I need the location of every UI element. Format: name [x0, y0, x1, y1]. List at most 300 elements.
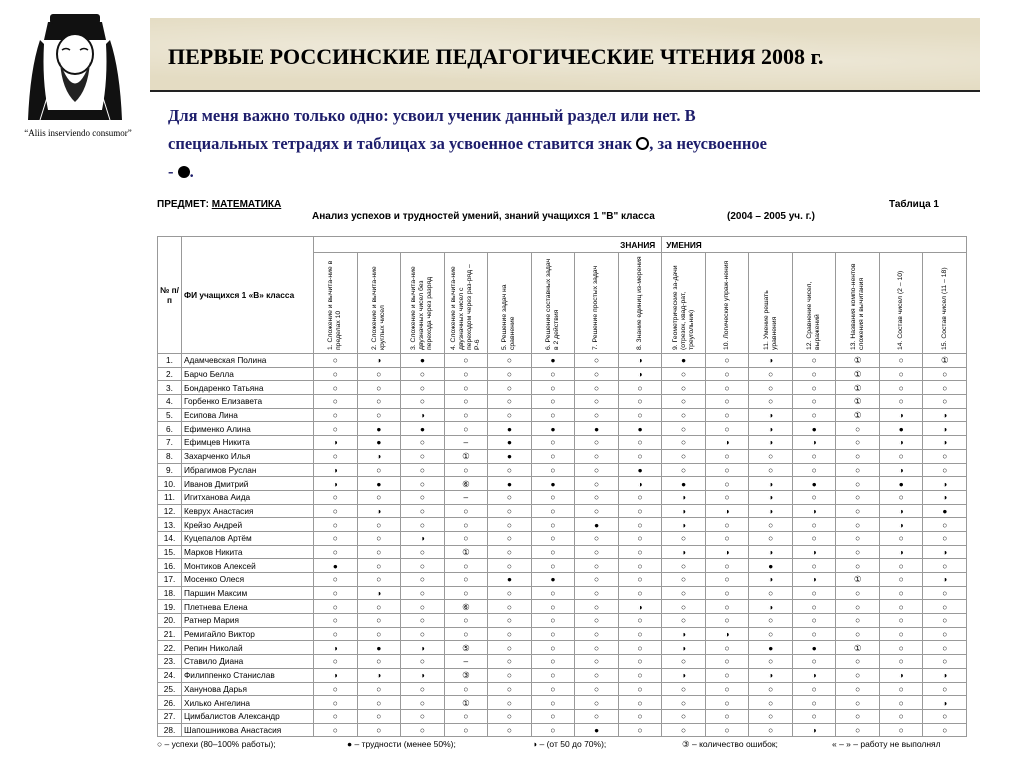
mark-cell: ● — [531, 477, 575, 491]
mark-cell: ○ — [444, 354, 488, 368]
mark-cell: – — [444, 436, 488, 450]
mark-cell: ◑ — [314, 463, 358, 477]
skill-header-13 — [836, 253, 880, 354]
mark-cell: ◑ — [879, 668, 923, 682]
col-num-header: № п/п — [158, 237, 182, 354]
mark-cell: ○ — [401, 682, 445, 696]
mark-cell: ○ — [357, 367, 401, 381]
mark-cell: ◑ — [879, 545, 923, 559]
mark-cell: ○ — [705, 668, 749, 682]
mark-cell: ○ — [444, 381, 488, 395]
student-name: Игитханова Аида — [182, 490, 314, 504]
legend-success: ○ – успехи (80–100% работы); — [157, 739, 276, 749]
mark-cell: ○ — [923, 449, 967, 463]
subject-line: ПРЕДМЕТ: МАТЕМАТИКА — [157, 199, 282, 210]
mark-cell: ○ — [923, 559, 967, 573]
mark-cell: ○ — [444, 586, 488, 600]
mark-cell: ● — [488, 573, 532, 587]
row-number: 27. — [158, 709, 182, 723]
mark-cell: ◑ — [923, 573, 967, 587]
mark-cell: ● — [357, 422, 401, 436]
mark-cell: ○ — [792, 600, 836, 614]
mark-cell: ○ — [879, 381, 923, 395]
mark-cell: ○ — [836, 531, 880, 545]
mark-cell: ○ — [749, 449, 793, 463]
mark-cell: ○ — [836, 463, 880, 477]
mark-cell: ○ — [879, 586, 923, 600]
mark-cell: ○ — [705, 655, 749, 669]
row-number: 9. — [158, 463, 182, 477]
mark-cell: ○ — [923, 586, 967, 600]
mark-cell: ○ — [879, 696, 923, 710]
row-number: 16. — [158, 559, 182, 573]
mark-cell: ○ — [531, 723, 575, 737]
table-row — [158, 381, 967, 395]
mark-cell: ○ — [314, 504, 358, 518]
mark-cell: ○ — [531, 531, 575, 545]
mark-cell: ○ — [618, 614, 662, 628]
mark-cell: ○ — [923, 723, 967, 737]
mark-cell: ○ — [575, 696, 619, 710]
mark-cell: ○ — [444, 367, 488, 381]
table-row — [158, 354, 967, 368]
mark-cell: ○ — [792, 381, 836, 395]
mark-cell: ○ — [488, 531, 532, 545]
mark-cell: ○ — [662, 655, 706, 669]
page-title: ПЕРВЫЕ РОССИНСКИЕ ПЕДАГОГИЧЕСКИЕ ЧТЕНИЯ 2008 г. — [168, 44, 824, 69]
row-number: 11. — [158, 490, 182, 504]
mark-cell: ○ — [575, 709, 619, 723]
dot-icon — [178, 166, 190, 178]
mark-cell: ○ — [401, 573, 445, 587]
student-name: Бондаренко Татьяна — [182, 381, 314, 395]
mark-cell: ○ — [575, 545, 619, 559]
mark-cell: ○ — [575, 531, 619, 545]
skill-header-14 — [879, 253, 923, 354]
mark-cell: ○ — [705, 586, 749, 600]
mark-cell: ○ — [401, 477, 445, 491]
student-name: Ибрагимов Руслан — [182, 463, 314, 477]
category-row — [158, 237, 967, 253]
intro-line-2: специальных тетрадях и таблицах за усвоенное ставится знак , за неусвоенное — [168, 134, 767, 153]
mark-cell: ○ — [618, 627, 662, 641]
student-name: Адамчевская Полина — [182, 354, 314, 368]
mark-cell: ◑ — [662, 504, 706, 518]
mark-cell: ○ — [705, 422, 749, 436]
school-year: (2004 – 2005 уч. г.) — [727, 211, 815, 222]
mark-cell: ○ — [531, 559, 575, 573]
mark-cell: ○ — [357, 463, 401, 477]
skill-label: 13. Названия компо-нентов сложения и вычитания — [849, 263, 865, 350]
row-number: 8. — [158, 449, 182, 463]
mark-cell: ○ — [314, 381, 358, 395]
row-number: 28. — [158, 723, 182, 737]
mark-cell: ○ — [618, 518, 662, 532]
mark-cell: ○ — [401, 586, 445, 600]
mark-cell: ○ — [488, 367, 532, 381]
table-row — [158, 518, 967, 532]
intro-text — [168, 102, 968, 186]
mark-cell: ○ — [923, 614, 967, 628]
mark-cell: ◑ — [923, 545, 967, 559]
mark-cell: ○ — [662, 436, 706, 450]
table-row — [158, 395, 967, 409]
mark-cell: ○ — [836, 559, 880, 573]
mark-cell: ◑ — [879, 504, 923, 518]
mark-cell: ○ — [923, 463, 967, 477]
mark-cell: ○ — [575, 504, 619, 518]
mark-cell: ○ — [879, 354, 923, 368]
mark-cell: ○ — [401, 367, 445, 381]
mark-cell: ◑ — [357, 504, 401, 518]
mark-cell: ○ — [531, 682, 575, 696]
mark-cell: ○ — [444, 408, 488, 422]
mark-cell: ◑ — [357, 586, 401, 600]
legend-partial: ◑ – (от 50 до 70%); — [532, 739, 607, 749]
mark-cell: ○ — [749, 381, 793, 395]
mark-cell: ① — [836, 381, 880, 395]
portrait-engraving — [10, 10, 140, 128]
mark-cell: ○ — [662, 381, 706, 395]
mark-cell: ○ — [357, 381, 401, 395]
mark-cell: ○ — [401, 381, 445, 395]
skill-label: 4. Сложение и вычита-ние двузначных чисел с переходом через раз-ряд – Р-6 — [449, 264, 481, 350]
mark-cell: ○ — [401, 545, 445, 559]
mark-cell: ○ — [444, 573, 488, 587]
mark-cell: ○ — [531, 668, 575, 682]
mark-cell: ○ — [662, 600, 706, 614]
mark-cell: ◑ — [749, 545, 793, 559]
table-row — [158, 641, 967, 655]
mark-cell: ○ — [314, 709, 358, 723]
mark-cell: ○ — [357, 408, 401, 422]
table-row — [158, 531, 967, 545]
mark-cell: ◑ — [662, 490, 706, 504]
mark-cell: ○ — [401, 627, 445, 641]
mark-cell: ○ — [401, 449, 445, 463]
mark-cell: ○ — [401, 518, 445, 532]
mark-cell: – — [444, 490, 488, 504]
mark-cell: ○ — [314, 723, 358, 737]
mark-cell: ○ — [923, 381, 967, 395]
mark-cell: ◑ — [705, 436, 749, 450]
mark-cell: ○ — [792, 682, 836, 696]
row-number: 5. — [158, 408, 182, 422]
mark-cell: ○ — [357, 531, 401, 545]
skill-label: 6. Решение составных задач в 2 действия — [544, 258, 560, 350]
skill-label: 3. Сложение и вычита-ние двузначных чисел без перехода через разряд — [410, 266, 434, 350]
mark-cell: ○ — [575, 559, 619, 573]
mark-cell: ○ — [314, 545, 358, 559]
mark-cell: ○ — [792, 395, 836, 409]
mark-cell: ○ — [575, 655, 619, 669]
mark-cell: ◑ — [401, 408, 445, 422]
mark-cell: ○ — [357, 655, 401, 669]
table-row — [158, 449, 967, 463]
mark-cell: ○ — [662, 709, 706, 723]
student-name: Горбенко Елизавета — [182, 395, 314, 409]
mark-cell: ○ — [401, 600, 445, 614]
mark-cell: ○ — [792, 367, 836, 381]
mark-cell: ○ — [531, 449, 575, 463]
mark-cell: ○ — [488, 545, 532, 559]
mark-cell: ○ — [749, 682, 793, 696]
ring-icon — [636, 137, 649, 150]
mark-cell: ○ — [705, 381, 749, 395]
mark-cell: ○ — [618, 504, 662, 518]
table-row — [158, 477, 967, 491]
table-row — [158, 723, 967, 737]
mark-cell: ○ — [705, 573, 749, 587]
mark-cell: ○ — [401, 463, 445, 477]
mark-cell: ○ — [923, 395, 967, 409]
mark-cell: ○ — [401, 504, 445, 518]
mark-cell: ○ — [357, 682, 401, 696]
mark-cell: ○ — [836, 723, 880, 737]
mark-cell: ◑ — [662, 545, 706, 559]
mark-cell: ○ — [575, 354, 619, 368]
mark-cell: ○ — [618, 668, 662, 682]
mark-cell: ○ — [618, 408, 662, 422]
skill-header-3 — [401, 253, 445, 354]
mark-cell: ● — [749, 641, 793, 655]
mark-cell: ○ — [575, 408, 619, 422]
mark-cell: ● — [618, 422, 662, 436]
mark-cell: ○ — [792, 655, 836, 669]
skill-header-1 — [314, 253, 358, 354]
skill-header-15 — [923, 253, 967, 354]
mark-cell: ○ — [531, 490, 575, 504]
mark-cell: ○ — [314, 573, 358, 587]
mark-cell: ○ — [488, 641, 532, 655]
table-row — [158, 573, 967, 587]
mark-cell: ◑ — [792, 573, 836, 587]
mark-cell: ○ — [357, 696, 401, 710]
mark-cell: ○ — [488, 682, 532, 696]
mark-cell: ○ — [836, 696, 880, 710]
row-number: 3. — [158, 381, 182, 395]
row-number: 18. — [158, 586, 182, 600]
mark-cell: ○ — [357, 614, 401, 628]
mark-cell: ○ — [488, 381, 532, 395]
mark-cell: ○ — [575, 627, 619, 641]
mark-cell: ○ — [792, 559, 836, 573]
mark-cell: ○ — [705, 600, 749, 614]
mark-cell: ○ — [879, 531, 923, 545]
row-number: 19. — [158, 600, 182, 614]
mark-cell: ◑ — [792, 545, 836, 559]
mark-cell: ○ — [531, 381, 575, 395]
mark-cell: ○ — [357, 723, 401, 737]
mark-cell: ○ — [662, 449, 706, 463]
mark-cell: ○ — [923, 367, 967, 381]
mark-cell: ○ — [314, 586, 358, 600]
table-row — [158, 655, 967, 669]
mark-cell: ◑ — [792, 668, 836, 682]
mark-cell: ○ — [531, 463, 575, 477]
student-name: Шапошникова Анастасия — [182, 723, 314, 737]
skill-header-7 — [575, 253, 619, 354]
mark-cell: ○ — [923, 518, 967, 532]
student-name: Мосенко Олеся — [182, 573, 314, 587]
mark-cell: ○ — [749, 463, 793, 477]
mark-cell: ○ — [618, 449, 662, 463]
mark-cell: – — [444, 655, 488, 669]
mark-cell: ○ — [531, 655, 575, 669]
mark-cell: ○ — [836, 504, 880, 518]
intro-line-1: Для меня важно только одно: усвоил ученик данный раздел или нет. В — [168, 106, 696, 125]
mark-cell: ◑ — [314, 477, 358, 491]
row-number: 25. — [158, 682, 182, 696]
mark-cell: ◑ — [749, 504, 793, 518]
mark-cell: ○ — [836, 490, 880, 504]
mark-cell: ◑ — [923, 408, 967, 422]
skill-label: 10. Логические упраж-нения — [723, 260, 731, 350]
mark-cell: ○ — [662, 723, 706, 737]
table-row — [158, 682, 967, 696]
mark-cell: ○ — [836, 449, 880, 463]
mark-cell: ○ — [662, 586, 706, 600]
student-name: Кеврух Анастасия — [182, 504, 314, 518]
mark-cell: ○ — [705, 709, 749, 723]
mark-cell: ◑ — [314, 641, 358, 655]
mark-cell: ○ — [662, 408, 706, 422]
mark-cell: ● — [357, 477, 401, 491]
mark-cell: ③ — [444, 668, 488, 682]
mark-cell: ○ — [531, 600, 575, 614]
mark-cell: ○ — [879, 723, 923, 737]
table-row — [158, 614, 967, 628]
table-row — [158, 668, 967, 682]
mark-cell: ○ — [662, 367, 706, 381]
skill-label: 2. Сложение и вычита-ние круглых чисел — [370, 266, 386, 350]
mark-cell: ○ — [749, 531, 793, 545]
mark-cell: ◑ — [314, 436, 358, 450]
intro-line-3: - . — [168, 162, 194, 181]
mark-cell: ○ — [792, 627, 836, 641]
mark-cell: ○ — [314, 655, 358, 669]
mark-cell: ○ — [314, 682, 358, 696]
mark-cell: ◑ — [923, 422, 967, 436]
skill-header-5 — [488, 253, 532, 354]
mark-cell: ○ — [879, 490, 923, 504]
mark-cell: ○ — [749, 518, 793, 532]
mark-cell: ◑ — [749, 668, 793, 682]
mark-cell: ○ — [401, 490, 445, 504]
mark-cell: ○ — [531, 408, 575, 422]
mark-cell: ◑ — [314, 668, 358, 682]
student-name: Ратнер Мария — [182, 614, 314, 628]
row-number: 12. — [158, 504, 182, 518]
mark-cell: ○ — [836, 627, 880, 641]
mark-cell: ○ — [662, 531, 706, 545]
mark-cell: ○ — [618, 586, 662, 600]
mark-cell: ○ — [575, 395, 619, 409]
mark-cell: ○ — [792, 354, 836, 368]
mark-cell: ○ — [575, 614, 619, 628]
mark-cell: ● — [879, 477, 923, 491]
mark-cell: ◑ — [749, 477, 793, 491]
mark-cell: ○ — [705, 723, 749, 737]
skill-header-2 — [357, 253, 401, 354]
table-row — [158, 422, 967, 436]
mark-cell: ● — [792, 477, 836, 491]
mark-cell: ○ — [879, 655, 923, 669]
category-knowledge: ЗНАНИЯ — [314, 237, 662, 253]
mark-cell: ○ — [792, 463, 836, 477]
row-number: 6. — [158, 422, 182, 436]
mark-cell: ○ — [836, 477, 880, 491]
table-row — [158, 627, 967, 641]
mark-cell: ○ — [792, 709, 836, 723]
mark-cell: ○ — [575, 641, 619, 655]
subject-name: МАТЕМАТИКА — [211, 199, 282, 210]
row-number: 23. — [158, 655, 182, 669]
mark-cell: ○ — [618, 490, 662, 504]
mark-cell: ○ — [792, 586, 836, 600]
student-name: Ефимцев Никита — [182, 436, 314, 450]
mark-cell: ○ — [488, 463, 532, 477]
mark-cell: ○ — [749, 614, 793, 628]
mark-cell: ◑ — [357, 354, 401, 368]
mark-cell: ○ — [401, 709, 445, 723]
mark-cell: ○ — [749, 395, 793, 409]
mark-cell: ○ — [836, 422, 880, 436]
mark-cell: ○ — [357, 600, 401, 614]
mark-cell: ● — [357, 436, 401, 450]
mark-cell: ○ — [792, 490, 836, 504]
mark-cell: ◑ — [749, 436, 793, 450]
mark-cell: ○ — [836, 545, 880, 559]
mark-cell: ○ — [401, 655, 445, 669]
student-name: Монтиков Алексей — [182, 559, 314, 573]
mark-cell: ● — [531, 422, 575, 436]
student-name: Есипова Лина — [182, 408, 314, 422]
row-number: 24. — [158, 668, 182, 682]
mark-cell: ○ — [792, 696, 836, 710]
mark-cell: ○ — [792, 518, 836, 532]
mark-cell: ○ — [357, 490, 401, 504]
table-row — [158, 367, 967, 381]
mark-cell: ○ — [879, 614, 923, 628]
skill-header-12 — [792, 253, 836, 354]
mark-cell: ○ — [444, 559, 488, 573]
mark-cell: ○ — [836, 586, 880, 600]
col-name-header: ФИ учащихся 1 «В» класса — [182, 237, 314, 354]
mark-cell: ○ — [923, 641, 967, 655]
mark-cell: ○ — [575, 449, 619, 463]
mark-cell: ○ — [314, 395, 358, 409]
mark-cell: ○ — [401, 436, 445, 450]
mark-cell: ● — [879, 422, 923, 436]
legend-difficulty: ● – трудности (менее 50%); — [347, 739, 456, 749]
mark-cell: ○ — [836, 668, 880, 682]
mark-cell: ● — [575, 518, 619, 532]
mark-cell: ① — [836, 354, 880, 368]
mark-cell: ○ — [444, 614, 488, 628]
table-row — [158, 490, 967, 504]
row-number: 2. — [158, 367, 182, 381]
mark-cell: ◑ — [749, 408, 793, 422]
skill-label: 14. Состав чисел (2 – 10) — [897, 270, 905, 350]
mark-cell: ● — [401, 422, 445, 436]
mark-cell: ◑ — [792, 723, 836, 737]
row-number: 20. — [158, 614, 182, 628]
mark-cell: ○ — [836, 518, 880, 532]
table-row — [158, 436, 967, 450]
mark-cell: ① — [836, 395, 880, 409]
mark-cell: ○ — [923, 600, 967, 614]
